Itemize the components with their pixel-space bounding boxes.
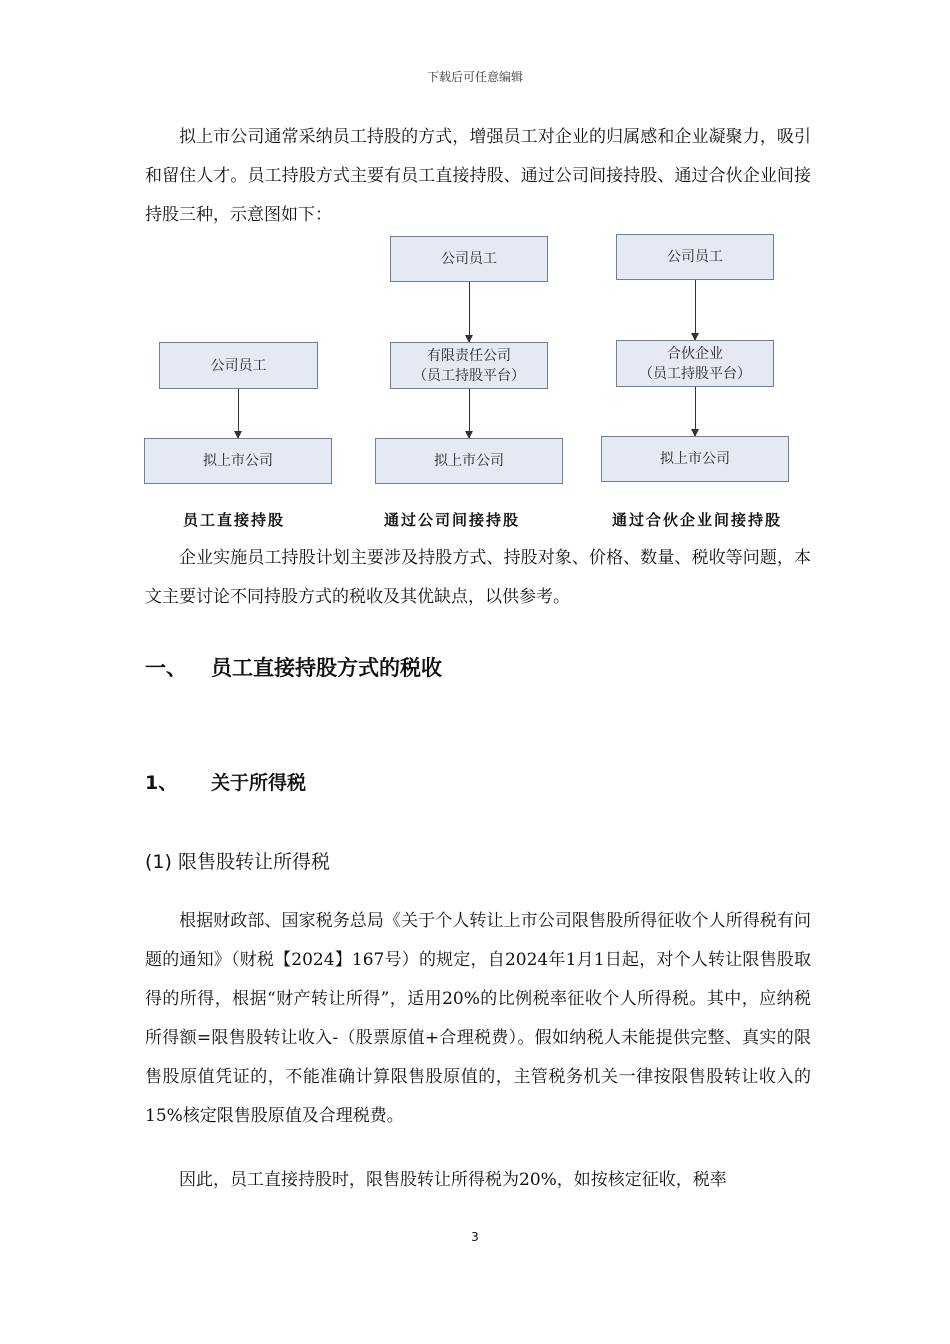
direct-target-label: 拟上市公司 [203, 453, 273, 469]
subsection-number: 1、 [145, 772, 178, 794]
body-paragraph-1: 根据财政部、国家税务总局《关于个人转让上市公司限售股所得征收个人所得税有问题的通知》（财税【2024】167号）的规定，自2024年1月1日起，对个人转让限售股取得的所得，根据“财产转让所得”，适用20%的比例税率征收个人所得税。其中，应纳税所得额=限售股转让收入-（股票原值+合理税费）。假如纳税人未能提供完整、真实的限售股原值凭证的，不能准确计算限售股原值的，主管税务机关一律按限售股转让收入的15%核定限售股原值及合理税费。 [145, 911, 811, 1126]
partnership-employee-box [616, 234, 774, 280]
direct-employee-box [159, 342, 318, 389]
company-employee-label: 公司员工 [441, 251, 497, 267]
partnership-platform-label-2: （员工持股平台） [639, 365, 751, 382]
company-employee-box [390, 236, 548, 282]
page-header: 下载后可任意编辑 [426, 70, 523, 84]
company-arrow-2 [469, 389, 470, 438]
section-heading-1 [145, 652, 442, 682]
partnership-employee-label: 公司员工 [667, 249, 723, 265]
intro-paragraph: 拟上市公司通常采纳员工持股的方式，增强员工对企业的归属感和企业凝聚力，吸引和留住人才。员工持股方式主要有员工直接持股、通过公司间接持股、通过合伙企业间接持股三种，示意图如下： [145, 127, 811, 225]
partnership-platform-label-1: 合伙企业 [667, 345, 723, 362]
subsection-heading-1-1 [145, 768, 306, 795]
company-arrow-1 [469, 282, 470, 342]
section-title: 员工直接持股方式的税收 [211, 656, 442, 680]
partnership-caption: 通过合伙企业间接持股 [612, 511, 783, 529]
partnership-platform-box [616, 340, 774, 387]
partnership-target-label: 拟上市公司 [660, 451, 730, 467]
company-platform-box [390, 342, 548, 389]
intro-paragraph-2: 企业实施员工持股计划主要涉及持股方式、持股对象、价格、数量、税收等问题，本文主要讨论不同持股方式的税收及其优缺点，以供参考。 [145, 548, 811, 607]
partnership-target-box [601, 436, 789, 482]
company-platform-label-2: （员工持股平台） [413, 367, 525, 384]
page-number: 3 [471, 1230, 479, 1244]
direct-caption: 员工直接持股 [183, 511, 286, 529]
subsubsection-heading: (1) 限售股转让所得税 [145, 851, 330, 873]
section-number: 一、 [145, 656, 187, 680]
partnership-arrow-1 [695, 280, 696, 340]
direct-employee-label: 公司员工 [210, 357, 267, 374]
subsection-title: 关于所得税 [211, 772, 307, 794]
company-platform-label-1: 有限责任公司 [427, 347, 511, 364]
company-target-box [375, 438, 563, 484]
direct-target-box [144, 438, 332, 484]
partnership-arrow-2 [695, 387, 696, 436]
company-caption: 通过公司间接持股 [384, 511, 521, 529]
body-paragraph-2: 因此，员工直接持股时，限售股转让所得税为20%，如按核定征收，税率 [179, 1170, 727, 1190]
company-target-label: 拟上市公司 [434, 453, 504, 469]
direct-arrow [238, 389, 239, 438]
